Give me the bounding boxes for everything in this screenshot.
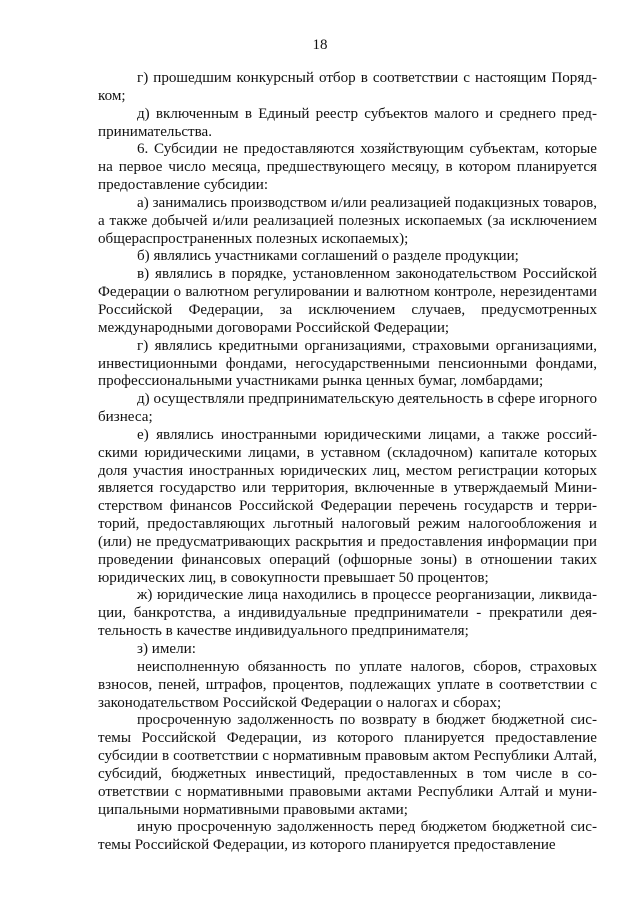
- paragraph-item-z-had: з) имели:: [137, 641, 196, 657]
- paragraph-item-b-psa: б) являлись участниками соглашений о разделе продукции;: [137, 248, 519, 265]
- paragraph-item-a-excise: а) занимались производством и/или реализацией подакцизных товаров, а также добычей и/или реализацией полезных ископаемых (за исключением общераспространенных полезных ископаемых);: [98, 194, 597, 247]
- paragraph-item-v-nonresidents: в) являлись в порядке, установленном законодательством Российской Федерации о валютном регулировании и валютном контроле, нерезидентами Российской Федерации, за исключением случаев, предусмотренных международными договорами Российской Федерации;: [98, 266, 597, 336]
- document-body: [98, 70, 597, 855]
- paragraph-item-zh-reorganization: ж) юридические лица находились в процессе реорганизации, ликвидации, банкротства, а индивидуальные предприниматели - прекратили деятельность в качестве индивидуального предпринимателя;: [98, 587, 597, 640]
- page-number: 18: [312, 37, 328, 53]
- paragraph-item-e-foreign-entities: е) являлись иностранными юридическими лицами, а также российскими юридическими лицами, в уставном (складочном) капитале которых доля участия иностранных юридических лиц, местом регистрации которых является государство или территория, включенные в утверждаемый Министерством финансов Российской Федерации перечень государств и территорий, предоставляющих льготный налоговый режим налогообложения и (или) не предусматривающих раскрытия и предоставления информации при проведении финансовых операций (офшорные зоны) в отношении таких юридических лиц, в совокупности превышает 50 процентов;: [98, 426, 597, 586]
- paragraph-item-g-procedure: г) прошедшим конкурсный отбор в соответствии с настоящим Порядком;: [98, 70, 597, 104]
- paragraph-item-d-gambling: д) осуществляли предпринимательскую деятельность в сфере игорного бизнеса;: [98, 391, 598, 426]
- paragraph-other-overdue-debt: иную просроченную задолженность перед бюджетом бюджетной системы Российской Федерации, из которого планируется предоставление: [98, 819, 597, 854]
- paragraph-item-d-registry: д) включенным в Единый реестр субъектов малого и среднего предпринимательства.: [98, 105, 597, 140]
- paragraph-unpaid-taxes: неисполненную обязанность по уплате налогов, сборов, страховых взносов, пеней, штрафов, процентов, подлежащих уплате в соответствии с законодательством Российской Федерации о налогах и сборах;: [98, 658, 597, 711]
- paragraph-section-6: 6. Субсидии не предоставляются хозяйствующим субъектам, которые на первое число месяца, предшествующего месяцу, в котором планируется предоставление субсидии:: [98, 141, 597, 194]
- paragraph-item-g-financial-orgs: г) являлись кредитными организациями, страховыми организациями, инвестиционными фондами, негосударственными пенсионными фондами, профессиональными участниками рынка ценных бумаг, ломбардами;: [98, 337, 597, 390]
- paragraph-overdue-subsidy-debt: просроченную задолженность по возврату в бюджет бюджетной системы Российской Федерации, из которого планируется предоставление субсидии в соответствии с нормативным правовым актом Республики Алтай, субсидий, бюджетных инвестиций, предоставленных в том числе в соответствии с нормативными правовыми актами Республики Алтай и муниципальными нормативными правовыми актами;: [98, 712, 597, 818]
